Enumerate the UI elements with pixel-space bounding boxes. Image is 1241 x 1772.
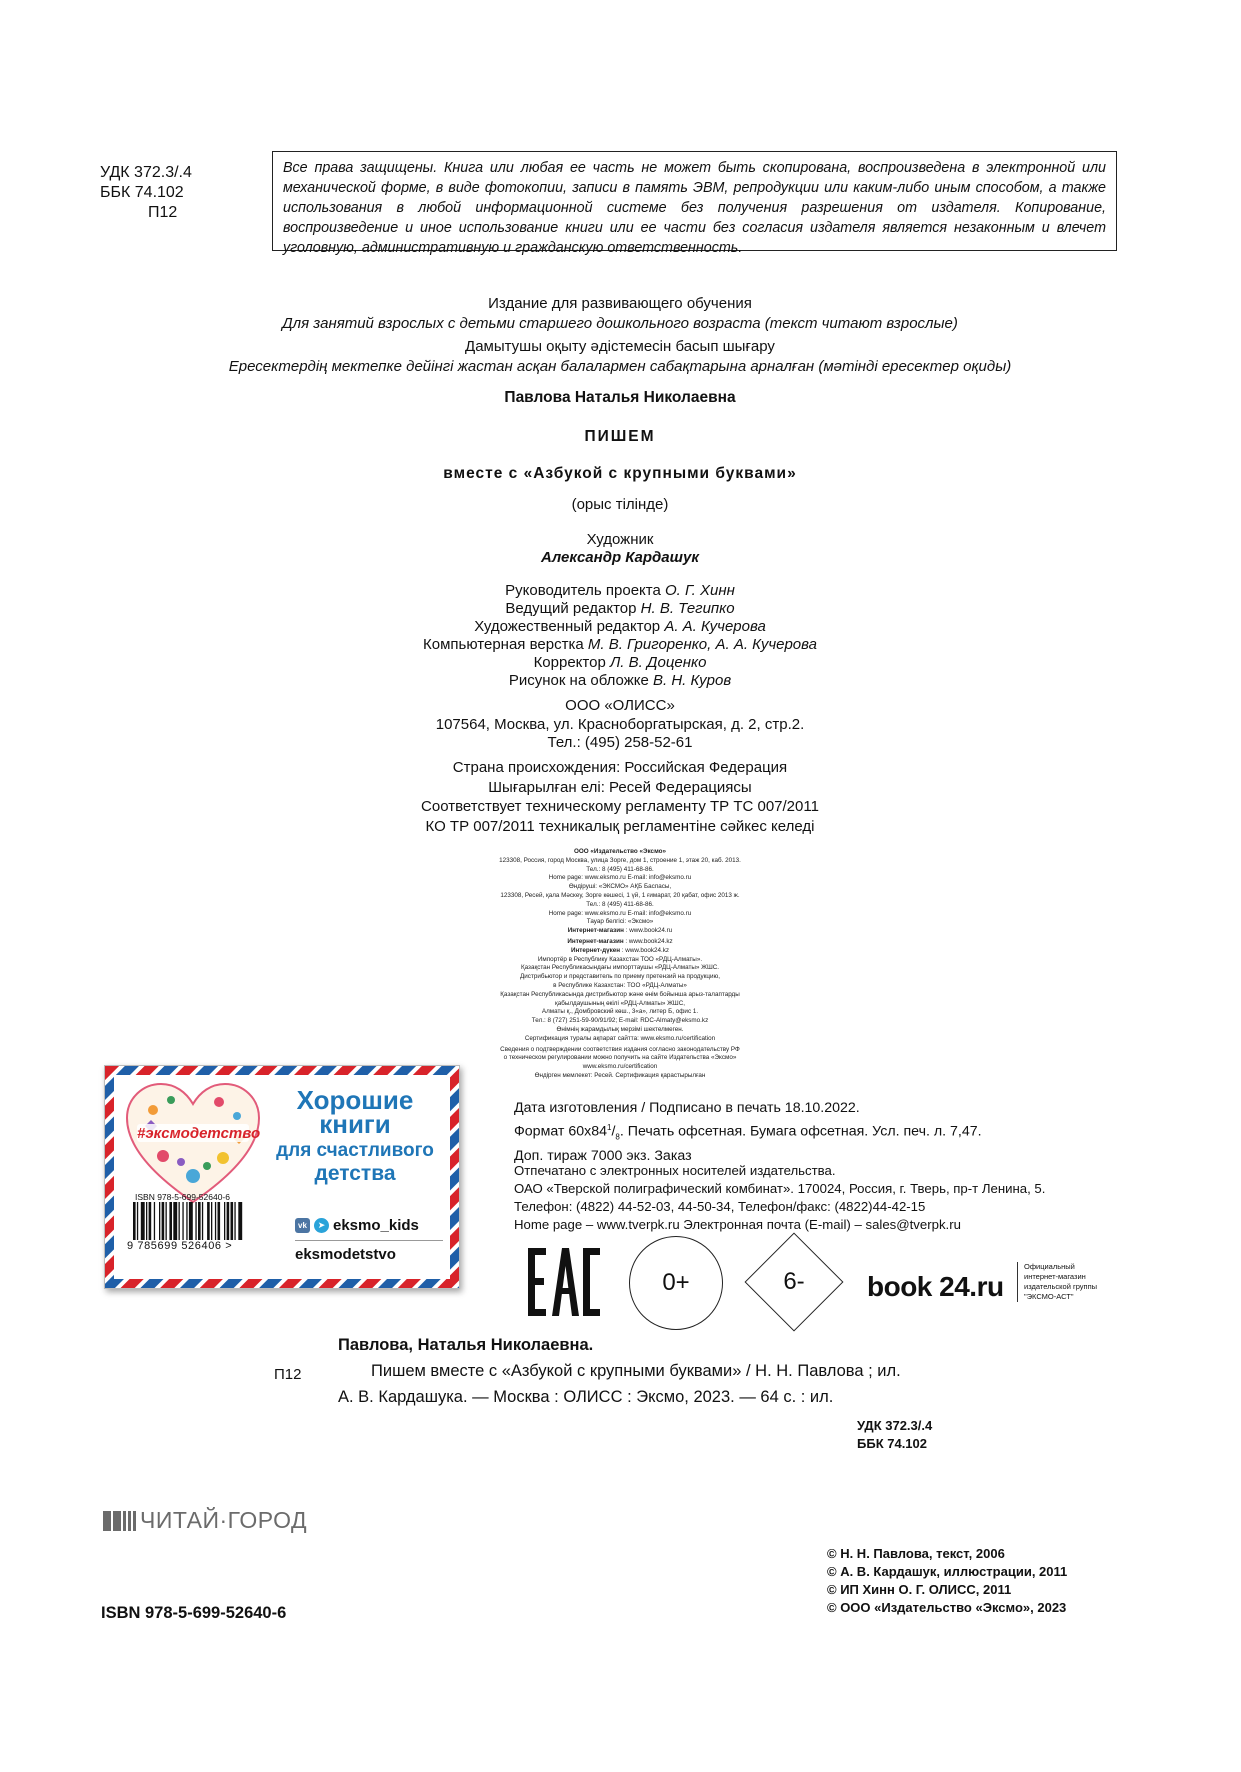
barcode (133, 1202, 281, 1240)
book24-logo: book 24.ru (867, 1271, 1004, 1302)
artist-label: Художник (586, 531, 654, 548)
barcode-bar (195, 1202, 196, 1240)
age-6-label: 6- (783, 1268, 805, 1295)
credit-name: Н. В. Тегипко (640, 600, 735, 617)
printer-line: ОАО «Тверской полиграфический комбинат». 170024, Россия, г. Тверь, пр-т Ленина, 5. (514, 1181, 1046, 1196)
credit-name: О. Г. Хинн (665, 582, 735, 599)
credit-name: Л. В. Доценко (609, 654, 707, 671)
printer-line: Телефон: (4822) 44-52-03, 44-50-34, Телефон/факс: (4822)44-42-15 (514, 1199, 926, 1214)
eksmo-line: Тел.: 8 (727) 251-59-90/91/92; E-mail: RDC-Almaty@eksmo.kz (531, 1017, 709, 1025)
barcode-bar (137, 1202, 138, 1240)
age-mark-6 (748, 1236, 840, 1328)
eac-logo-icon (528, 1248, 600, 1316)
catalog-code: П12 (274, 1366, 302, 1383)
barcode-bar (162, 1202, 165, 1240)
eksmo-line: Қазақстан Республикасындағы импорттаушы «РДЦ-Алматы» ЖШС. (520, 964, 720, 972)
barcode-bar (224, 1202, 225, 1240)
age-mark-0plus (629, 1236, 723, 1330)
barcode-bar (133, 1202, 136, 1240)
catalog-line-2: А. В. Кардашука. — Москва : ОЛИСС : Эксмо, 2023. — 64 с. : ил. (338, 1388, 834, 1406)
barcode-bar (238, 1202, 242, 1240)
eksmo-line (190, 947, 1050, 956)
catalog-udk: УДК 372.3/.4 (857, 1418, 933, 1433)
social-handle-2: eksmodetstvo (295, 1246, 396, 1263)
origin-country-kz: Шығарылған елі: Ресей Федерациясы (488, 778, 752, 796)
barcode-bar (154, 1202, 155, 1240)
eksmo-line: Сведения о подтверждении соответствия издания согласно законодательству РФ (500, 1045, 740, 1053)
eksmo-line: 123308, Россия, город Москва, улица Зорге, дом 1, строение 1, этаж 20, каб. 2013. (499, 856, 741, 864)
origin-block (190, 758, 1050, 836)
promo-card (104, 1065, 460, 1289)
heart-illustration (123, 1080, 263, 1210)
publisher-name: ООО «ОЛИСС» (565, 697, 675, 714)
printer-line: Home page – www.tverpk.ru Электронная почта (E-mail) – sales@tverpk.ru (514, 1217, 961, 1232)
credit-name: М. В. Григоренко, А. А. Кучерова (587, 636, 817, 653)
promo-title-2: книги (319, 1109, 391, 1139)
credit-role: Компьютерная верстка (423, 636, 584, 653)
publisher-phone: Тел.: (495) 258-52-61 (547, 734, 693, 751)
format-denominator: 8 (615, 1132, 620, 1142)
chitai-gorod-text: ЧИТАЙ·ГОРОД (140, 1507, 308, 1533)
copyright-block (827, 1545, 1067, 1617)
barcode-bar (227, 1202, 230, 1240)
barcode-bar (189, 1202, 193, 1240)
barcode-bar (234, 1202, 235, 1240)
eksmo-shop-label: Интернет-магазин (567, 927, 624, 935)
credit-line (190, 582, 1050, 600)
promo-hashtag: #эксмодетство (137, 1125, 261, 1142)
eksmo-line: Өндірген мемлекет: Ресей. Сертификация қарастырылған (534, 1071, 706, 1079)
book24-note (1017, 1262, 1097, 1302)
print-info-block (514, 1099, 982, 1166)
eksmo-line: Тауар белгісі: «Эксмо» (586, 918, 654, 926)
barcode-bar (169, 1202, 172, 1240)
udk-code: УДК 372.3/.4 (100, 164, 192, 181)
credit-line (190, 600, 1050, 618)
barcode-bar (198, 1202, 201, 1240)
copyright-line: © Н. Н. Павлова, текст, 2006 (827, 1546, 1005, 1561)
promo-title-4: детства (314, 1162, 396, 1185)
barcode-bar (202, 1202, 203, 1240)
copyright-line: © ИП Хинн О. Г. ОЛИСС, 2011 (827, 1582, 1012, 1597)
barcode-bar (141, 1202, 145, 1240)
artist-name: Александр Кардашук (541, 549, 699, 566)
promo-title-3: для счастливого (276, 1140, 434, 1161)
chitai-gorod-icon (103, 1511, 137, 1531)
eksmo-info-block (190, 848, 1050, 1081)
edition-type-ru: Издание для развивающего обучения (488, 295, 752, 312)
format-numerator: 1 (607, 1123, 612, 1132)
age-0plus-label: 0+ (662, 1269, 690, 1296)
barcode-number: 9 785699 526406 > (127, 1240, 233, 1252)
eksmo-line: Тел.: 8 (495) 411-68-86. (586, 865, 654, 873)
eksmo-line (190, 927, 1050, 936)
eksmo-line: Алматы қ., Домбровский көш., 3«а», литер Б, офис 1. (541, 1008, 699, 1016)
print-format: Формат $60х84^1/_8$. Печать офсетная. Бумага офсетная. Усл. печ. л. 7,47. (514, 1123, 982, 1142)
eksmo-line: Өндіруші: «ЭКСМО» АҚБ Баспасы, (568, 883, 672, 891)
origin-country-ru: Страна происхождения: Российская Федерация (452, 759, 788, 776)
barcode-bar (159, 1202, 160, 1240)
author-mark: П12 (148, 204, 178, 221)
barcode-bar (218, 1202, 221, 1240)
credit-line (190, 618, 1050, 636)
barcode-bar (207, 1202, 210, 1240)
telegram-icon: ➤ (314, 1218, 329, 1233)
format-details: . Печать офсетная. Бумага офсетная. Усл. печ. л. 7,47. (619, 1123, 982, 1140)
eksmo-line: Дистрибьютор и представитель по приему претензий на продукцию, (520, 973, 720, 981)
edition-type-kz: Дамытушы оқыту әдістемесін басып шығару (465, 338, 775, 355)
promo-isbn: ISBN 978-5-699-52640-6 (135, 1192, 230, 1202)
edition-audience-kz: Ересектердің мектепке дейінгі жастан асқан балалармен сабақтарына арналған (мәтінді ересектер оқиды) (228, 358, 1012, 375)
catalog-line-1: Пишем вместе с «Азбукой с крупными буквами» / Н. Н. Павлова ; ил. (371, 1362, 901, 1380)
barcode-bar (173, 1202, 177, 1240)
credit-role: Ведущий редактор (505, 600, 637, 617)
eksmo-line: ООО «Издательство «Эксмо» (573, 848, 666, 855)
eksmo-shop-label: Интернет-дүкен (570, 946, 621, 954)
printer-line: Отпечатано с электронных носителей издательства. (514, 1163, 836, 1178)
language-note: (орыс тілінде) (571, 496, 669, 513)
eksmo-line: www.eksmo.ru/certification (582, 1063, 658, 1071)
eksmo-line: в Республике Казахстан: ТОО «РДЦ-Алматы» (553, 981, 687, 989)
eksmo-line: о техническом регулировании можно получить на сайте Издательства «Эксмо» (503, 1054, 737, 1062)
eksmo-line: қабылдаушының өкілі «РДЦ-Алматы» ЖШС, (554, 999, 685, 1007)
eksmo-line: Тел.: 8 (495) 411-68-86. (586, 900, 654, 908)
book-title: ПИШЕМ (584, 428, 656, 445)
eac-mark (528, 1248, 600, 1316)
social-handle-1: eksmo_kids (333, 1217, 419, 1234)
format-label: Формат 60х84 (514, 1123, 607, 1140)
social-divider (295, 1240, 443, 1241)
credit-line (190, 672, 1050, 690)
rights-notice: Все права защищены. Книга или любая ее часть не может быть скопирована, воспроизведена в электронной или механической форме, в виде фотокопии, записи в память ЭВМ, репродукции или каким-либо иным способом, а также использования в любой информационной системе без получения разрешения от издателя. Копирование, воспроизведение и иное использование книги или ее части без согласия издателя является незаконным и влечет уголовную, административную и гражданскую ответственность. (272, 151, 1117, 251)
credit-name: В. Н. Куров (652, 672, 732, 689)
eksmo-line: 123308, Ресей, қала Мәскеу, Зорге көшесі, 1 үй, 1 ғимарат, 20 қабат, офис 2013 ж. (500, 891, 740, 899)
eksmo-shop-url: : www.book24.kz (623, 937, 673, 945)
tech-regulation-ru: Соответствует техническому регламенту ТР ТС 007/2011 (421, 798, 819, 815)
credit-line (190, 636, 1050, 654)
eksmo-line: Өнімнің жарамдылық мерзімі шектелмеген. (556, 1025, 684, 1033)
eksmo-shop-label: Интернет-магазин (567, 937, 624, 945)
credit-name: А. А. Кучерова (664, 618, 766, 635)
bbk-code: ББК 74.102 (100, 184, 184, 201)
book-subtitle: вместе с «Азбукой с крупными буквами» (443, 465, 797, 482)
credit-role: Руководитель проекта (505, 582, 661, 599)
udk-block (100, 163, 192, 223)
publisher-block (190, 697, 1050, 753)
barcode-bar (146, 1202, 147, 1240)
author-name: Павлова Наталья Николаевна (504, 389, 736, 406)
barcode-bar (182, 1202, 183, 1240)
edition-audience-ru: Для занятий взрослых с детьми старшего дошкольного возраста (текст читают взрослые) (282, 315, 958, 332)
barcode-bar (211, 1202, 212, 1240)
eksmo-line: Home page: www.eksmo.ru E-mail: info@eksmo.ru (548, 874, 692, 882)
print-run: Доп. тираж 7000 экз. Заказ (514, 1147, 692, 1164)
barcode-bar (179, 1202, 180, 1240)
vk-icon: vk (295, 1218, 310, 1233)
publisher-address: 107564, Москва, ул. Красноборгатырская, д. 2, стр.2. (435, 715, 805, 733)
credits-list (190, 582, 1050, 690)
eksmo-line: Импортёр в Республику Казахстан ТОО «РДЦ-Алматы». (537, 955, 703, 963)
credit-role: Корректор (533, 654, 606, 671)
promo-title-1: Хорошие (296, 1085, 414, 1115)
eksmo-shop-url: : www.book24.ru (623, 927, 673, 935)
barcode-bar (149, 1202, 152, 1240)
book24-note-line: интернет-магазин (1024, 1272, 1086, 1281)
social-row-1 (295, 1217, 419, 1234)
credit-role: Художественный редактор (474, 618, 661, 635)
book24-note-line: издательской группы (1024, 1282, 1098, 1291)
barcode-bar (215, 1202, 216, 1240)
book24-note-line: "ЭКСМО-АСТ" (1024, 1292, 1074, 1301)
tech-regulation-kz: КО ТР 007/2011 техникалық регламентіне сәйкес келеді (425, 817, 815, 835)
eksmo-line: Сертификация туралы ақпарат сайтта: www.eksmo.ru/certification (524, 1034, 716, 1042)
barcode-bar (186, 1202, 187, 1240)
copyright-line: © ООО «Издательство «Эксмо», 2023 (827, 1600, 1067, 1615)
isbn-main: ISBN 978-5-699-52640-6 (101, 1604, 287, 1622)
eksmo-line: Қазақстан Республикасында дистрибьютор және өнім бойынша арыз-талаптарды (500, 990, 740, 998)
eksmo-line: Home page: www.eksmo.ru E-mail: info@eksmo.ru (548, 909, 692, 917)
catalog-bbk: ББК 74.102 (857, 1436, 927, 1451)
print-date: Дата изготовления / Подписано в печать 18.10.2022. (514, 1100, 860, 1116)
chitai-gorod-logo (103, 1507, 307, 1534)
copyright-line: © А. В. Кардашук, иллюстрации, 2011 (827, 1564, 1068, 1579)
eksmo-line (190, 938, 1050, 947)
barcode-bar (231, 1202, 234, 1240)
catalog-author: Павлова, Наталья Николаевна. (338, 1336, 594, 1354)
credit-role: Рисунок на обложке (508, 672, 649, 689)
printer-block (514, 1162, 1045, 1234)
book24-note-line: Официальный (1024, 1262, 1075, 1271)
barcode-bar (166, 1202, 167, 1240)
eksmo-shop-url: : www.book24.kz (620, 946, 670, 954)
catalog-udk-block (857, 1417, 932, 1453)
credit-line (190, 654, 1050, 672)
